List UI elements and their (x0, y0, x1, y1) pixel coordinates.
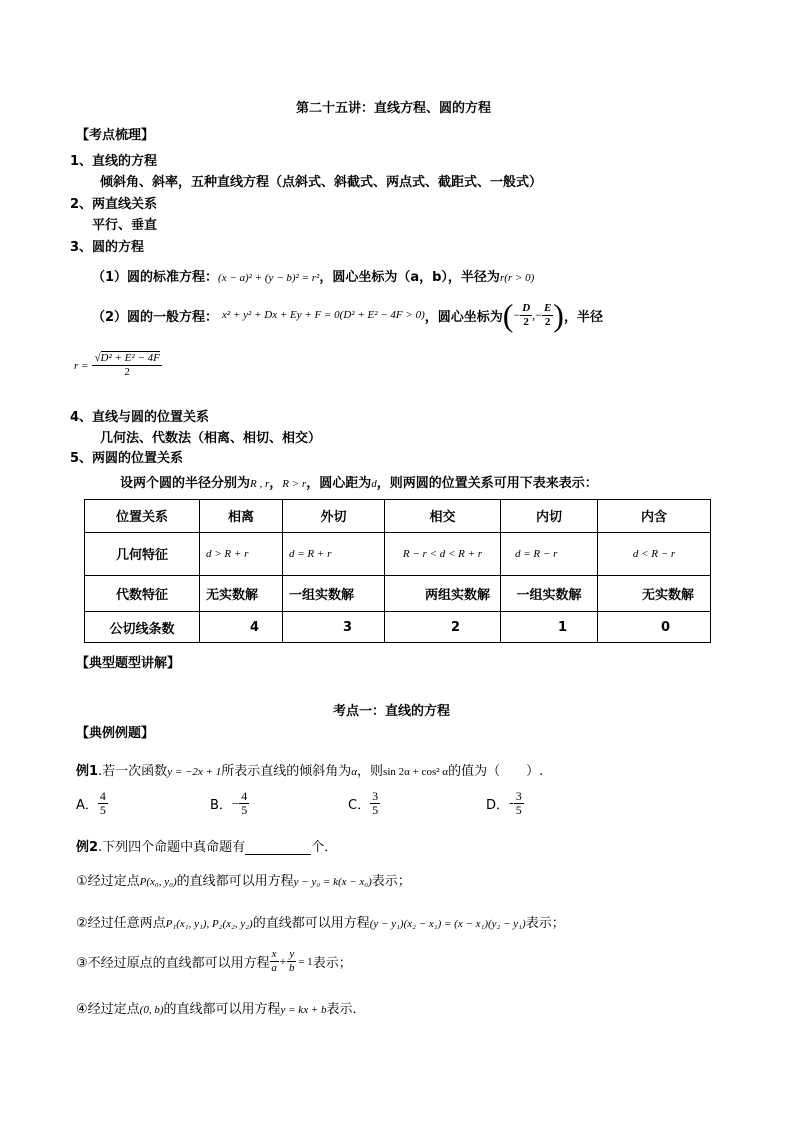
ex2-statement-3: ③不经过原点的直线都可以用方程 $\frac{x}{a}$ + $\frac{y}{b}$ = 1 表示； (76, 948, 352, 974)
sub1-formula: (x − a)² + (y − b)² = r² (218, 272, 320, 284)
ex1-option-a[interactable]: A． $\frac{4}{5}$ (76, 789, 106, 817)
item3-sub1 (92, 266, 534, 285)
table-cell: 两组实数解 (385, 575, 501, 612)
sub1-radius: r(r > 0) (499, 272, 535, 284)
item5-intro: 设两个圆的半径分别为R , r，R > r，圆心距为d，则两圆的位置关系可用下表来表示： (120, 476, 598, 491)
sub1-center-text: ，圆心坐标为（a，b），半径为 (319, 270, 500, 285)
table-cell: 2 (385, 612, 501, 643)
table-cell: 一组实数解 (283, 575, 385, 612)
table-cell: 一组实数解 (501, 575, 598, 612)
example-2: 例2.下列四个命题中真命题有 个． (76, 840, 338, 855)
table-cell: d = R + r (283, 532, 385, 575)
item1-heading: 1、直线的方程 (70, 154, 158, 169)
table-cell: 相离 (200, 500, 283, 533)
sub2-label: （2）圆的一般方程： (92, 309, 219, 325)
table-cell: R − r < d < R + r (385, 532, 501, 575)
table-cell: 0 (598, 612, 711, 643)
table-cell: 相交 (385, 500, 501, 533)
sub1-label: （1）圆的标准方程： (92, 270, 219, 285)
item2-heading: 2、两直线关系 (70, 197, 158, 212)
radius-fraction: $\frac{\text{√D² + E² − 4F}}{2}$ (94, 352, 160, 378)
item5-heading: 5、两圆的位置关系 (70, 451, 184, 466)
ex2-statement-1: ①经过定点P(x₀, y₀)的直线都可以用方程y − y₀ = k(x − x₀)表示； (76, 874, 411, 889)
sub2-formula: x² + y² + Dx + Ey + F = 0(D² + E² − 4F > 0) (222, 309, 425, 321)
section-kaodian-shuli: 【考点梳理】 (76, 128, 155, 143)
sub2-center-text: ，圆心坐标为 (424, 309, 503, 325)
section-dianli: 【典例例题】 (76, 726, 155, 741)
sub2-radius-word: ，半径 (563, 309, 603, 325)
table-cell: 位置关系 (85, 500, 200, 533)
item3-sub2: （2）圆的一般方程： x² + y² + Dx + Ey + F = 0(D² + E² − 4F > 0) ，圆心坐标为 ( − $\frac{D}{2}$ ,− $\frac{E}{2}$ ) ，半径 (92, 297, 603, 333)
item1-content: 倾斜角、斜率，五种直线方程（点斜式、斜截式、两点式、截距式、一般式） (100, 175, 543, 190)
table-cell: 无实数解 (598, 575, 711, 612)
table-cell: 几何特征 (85, 532, 200, 575)
table-cell: 代数特征 (85, 575, 200, 612)
table-cell: 1 (501, 612, 598, 643)
radius-formula (74, 352, 162, 379)
item3-heading: 3、圆的方程 (70, 240, 145, 255)
table-row-geo (85, 532, 711, 575)
ex1-option-c[interactable]: C． $\frac{3}{5}$ (348, 789, 379, 817)
ex2-statement-2: ②经过任意两点P₁(x₁, y₁), P₂(x₂, y₂)的直线都可以用方程(y − y₁)(x₂ − x₁) = (x − x₁)(y₂ − y₁)表示； (76, 916, 565, 931)
circle-relation-table (84, 499, 711, 643)
section-dianxing: 【典型题型讲解】 (76, 656, 181, 671)
example-1: 例1.若一次函数y = −2x + 1所表示直线的倾斜角为α，则sin 2α + cos² α的值为（ ）. (76, 764, 544, 779)
table-cell: 无实数解 (200, 575, 283, 612)
radius-lhs: r = (74, 359, 89, 372)
table-cell: 外切 (283, 500, 385, 533)
ex2-statement-4: ④经过定点(0, b)的直线都可以用方程y = kx + b表示． (76, 1002, 366, 1017)
table-row-alg (85, 575, 711, 612)
table-cell: 内含 (598, 500, 711, 533)
ex1-option-d[interactable]: D． - $\frac{3}{5}$ (486, 789, 522, 817)
table-row-tangents (85, 612, 711, 643)
table-cell: 公切线条数 (85, 612, 200, 643)
center-y-fraction: $\frac{E}{2}$ (543, 301, 552, 328)
answer-blank[interactable] (245, 842, 311, 855)
item4-content: 几何法、代数法（相离、相切、相交） (100, 431, 322, 446)
center-x-fraction: $\frac{D}{2}$ (522, 301, 531, 328)
page-title: 第二十五讲：直线方程、圆的方程 (296, 101, 492, 116)
table-cell: 3 (283, 612, 385, 643)
item2-content: 平行、垂直 (92, 218, 158, 233)
item4-heading: 4、直线与圆的位置关系 (70, 410, 210, 425)
table-row-header (85, 500, 711, 533)
kaodian1-title: 考点一：直线的方程 (333, 704, 451, 719)
table-cell: 4 (200, 612, 283, 643)
table-cell: d > R + r (200, 532, 283, 575)
table-cell: d < R − r (598, 532, 711, 575)
table-cell: 内切 (501, 500, 598, 533)
table-cell: d = R − r (501, 532, 598, 575)
ex1-option-b[interactable]: B． − $\frac{4}{5}$ (210, 789, 248, 817)
